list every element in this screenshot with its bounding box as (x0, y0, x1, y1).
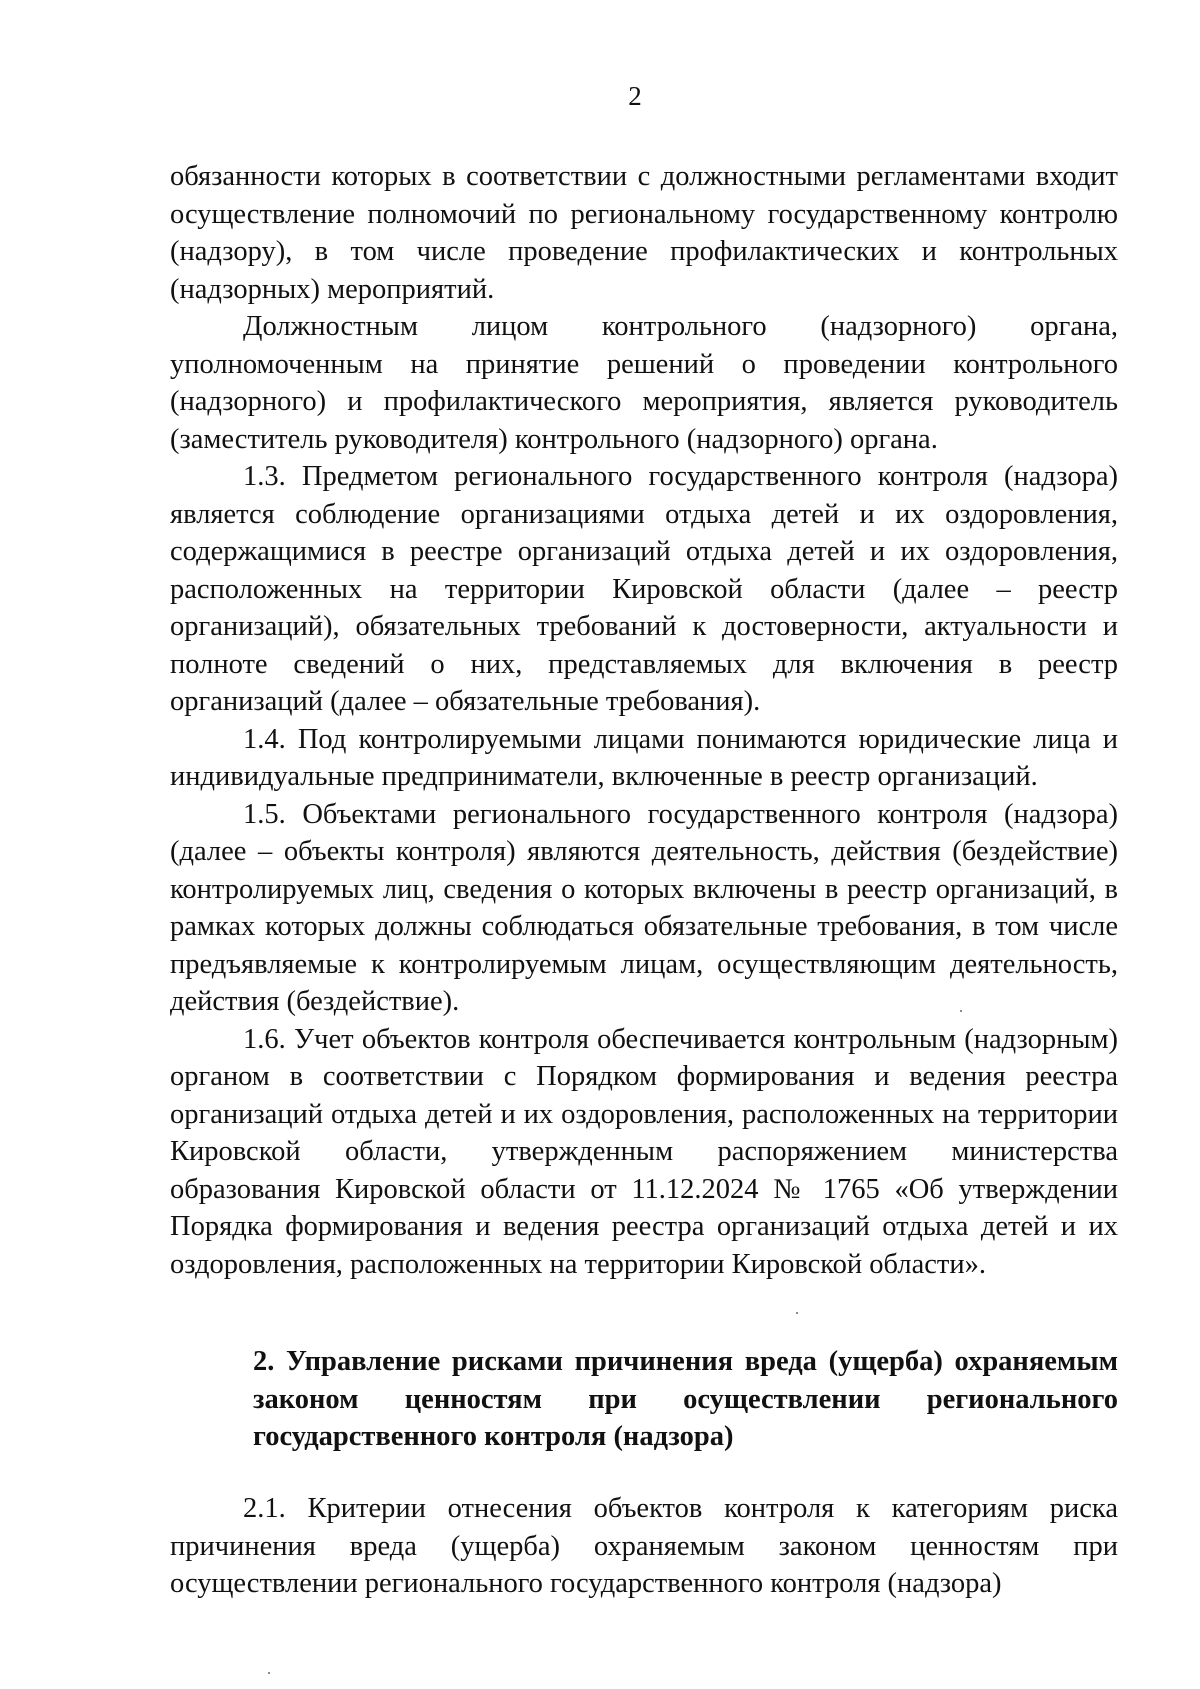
paragraph-1-6: 1.6. Учет объектов контроля обеспечивается контрольным (надзорным) органом в соответствии с Порядком формирования и ведения реестра организаций отдыха детей и их оздоровления, расположенных на территории Кировской области, утвержденным распоряжением министерства образования Кировской области от 11.12.2024 № 1765 «Об утверждении Порядка формирования и ведения реестра организаций отдыха детей и их оздоровления, расположенных на территории Кировской области». (170, 1023, 1118, 1280)
paragraph-1-3: 1.3. Предметом регионального государственного контроля (надзора) является соблюдение организациями отдыха детей и их оздоровления, содержащимися в реестре организаций отдыха детей и их оздоровления, расположенных на территории Кировской области (далее – реестр организаций), обязательных требований к достоверности, актуальности и полноте сведений о них, представляемых для включения в реестр организаций (далее – обязательные требования). (170, 461, 1118, 717)
scan-speck (960, 1010, 962, 1012)
paragraph-authorized-official: Должностным лицом контрольного (надзорного) органа, уполномоченным на принятие решений о проведении контрольного (надзорного) и профилактического мероприятия, является руководитель (заместитель руководителя) контрольного (надзорного) органа. (170, 311, 1118, 455)
paragraph-2-1: 2.1. Критерии отнесения объектов контроля к категориям риска причинения вреда (ущерба) охраняемым законом ценностям при осуществлении регионального государственного контроля (надзора) (170, 1493, 1118, 1599)
section-heading: 2. Управление рисками причинения вреда (ущерба) охраняемым законом ценностям при осуществлении регионального государственного контроля (надзора) (253, 1346, 1118, 1452)
tail-text (170, 1490, 1118, 1603)
scan-speck (796, 1312, 798, 1314)
scan-speck (268, 1672, 270, 1674)
paragraph-continuation: обязанности которых в соответствии с должностными регламентами входит осуществление полномочий по региональному государственному контролю (надзору), в том числе проведение профилактических и контрольных (надзорных) мероприятий. (170, 161, 1118, 305)
page-number: 2 (628, 81, 642, 111)
paragraph-1-4: 1.4. Под контролируемыми лицами понимаются юридические лица и индивидуальные предприниматели, включенные в реестр организаций. (170, 723, 1118, 792)
paragraph-1-5: 1.5. Объектами регионального государственного контроля (надзора) (далее – объекты контроля) являются деятельность, действия (бездействие) контролируемых лиц, сведения о которых включены в реестр организаций, в рамках которых должны соблюдаться обязательные требования, в том числе предъявляемые к контролируемым лицам, осуществляющим деятельность, действия (бездействие). (170, 798, 1118, 1017)
body-text (170, 158, 1118, 1283)
